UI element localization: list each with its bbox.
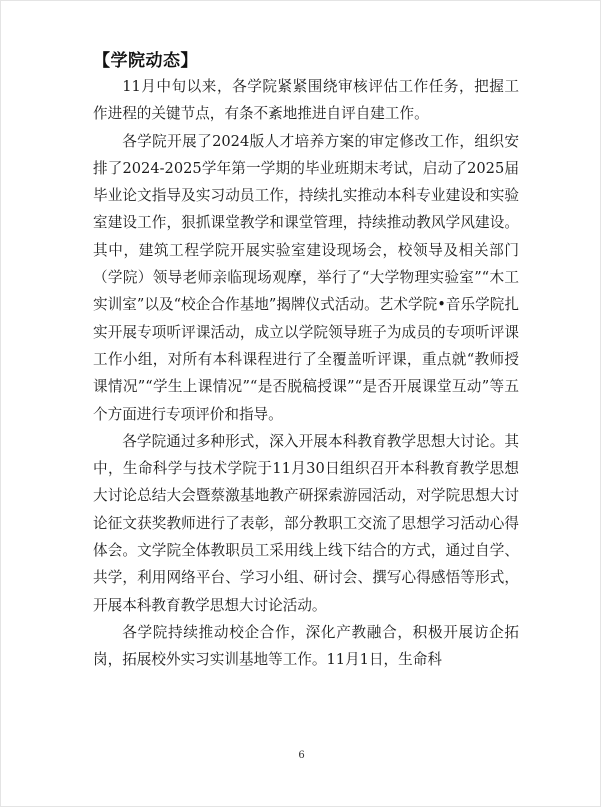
paragraph-college-work: 各学院开展了2024版人才培养方案的审定修改工作，组织安排了2024-2025学年第一学期的毕业班期末考试，启动了2025届毕业论文指导及实习动员工作，持续扎实推动本科专业建设和实验室建设工作，狠抓课堂教学和课堂管理，持续推动教风学风建设。其中，建筑工程学院开展实验室建设现场会，校领导及相关部门（学院）领导老师亲临现场观摩，举行了“大学物理实验室”“木工实训室”以及“校企合作基地”揭牌仪式活动。艺术学院•音乐学院扎实开展专项听评课活动，成立以学院领导班子为成员的专项听评课工作小组，对所有本科课程进行了全覆盖听评课，重点就“教师授课情况”“学生上课情况”“是否脱稿授课”“是否开展课堂互动”等五个方面进行专项评价和指导。 bbox=[93, 132, 519, 423]
section-heading: 【学院动态】 bbox=[93, 51, 198, 71]
paragraph-intro: 11月中旬以来，各学院紧紧围绕审核评估工作任务，把握工作进程的关键节点，有条不紊地推进自评自建工作。 bbox=[93, 78, 519, 123]
paragraph-teaching-discussion: 各学院通过多种形式，深入开展本科教育教学思想大讨论。其中，生命科学与技术学院于11月30日组织召开本科教育教学思想大讨论总结大会暨蔡激基地教产研探索游园活动，对学院思想大讨论征文获奖教师进行了表彰，部分教职工交流了思想学习活动心得体会。文学院全体教职员工采用线上线下结合的方式，通过自学、共学，利用网络平台、学习小组、研讨会、撰写心得感悟等形式，开展本科教育教学思想大讨论活动。 bbox=[93, 432, 519, 614]
paragraph-enterprise-cooperation: 各学院持续推动校企合作，深化产教融合，积极开展访企拓岗，拓展校外实习实训基地等工作。11月1日，生命科 bbox=[93, 623, 519, 669]
page-number: 6 bbox=[298, 750, 305, 761]
article-body bbox=[93, 73, 519, 674]
